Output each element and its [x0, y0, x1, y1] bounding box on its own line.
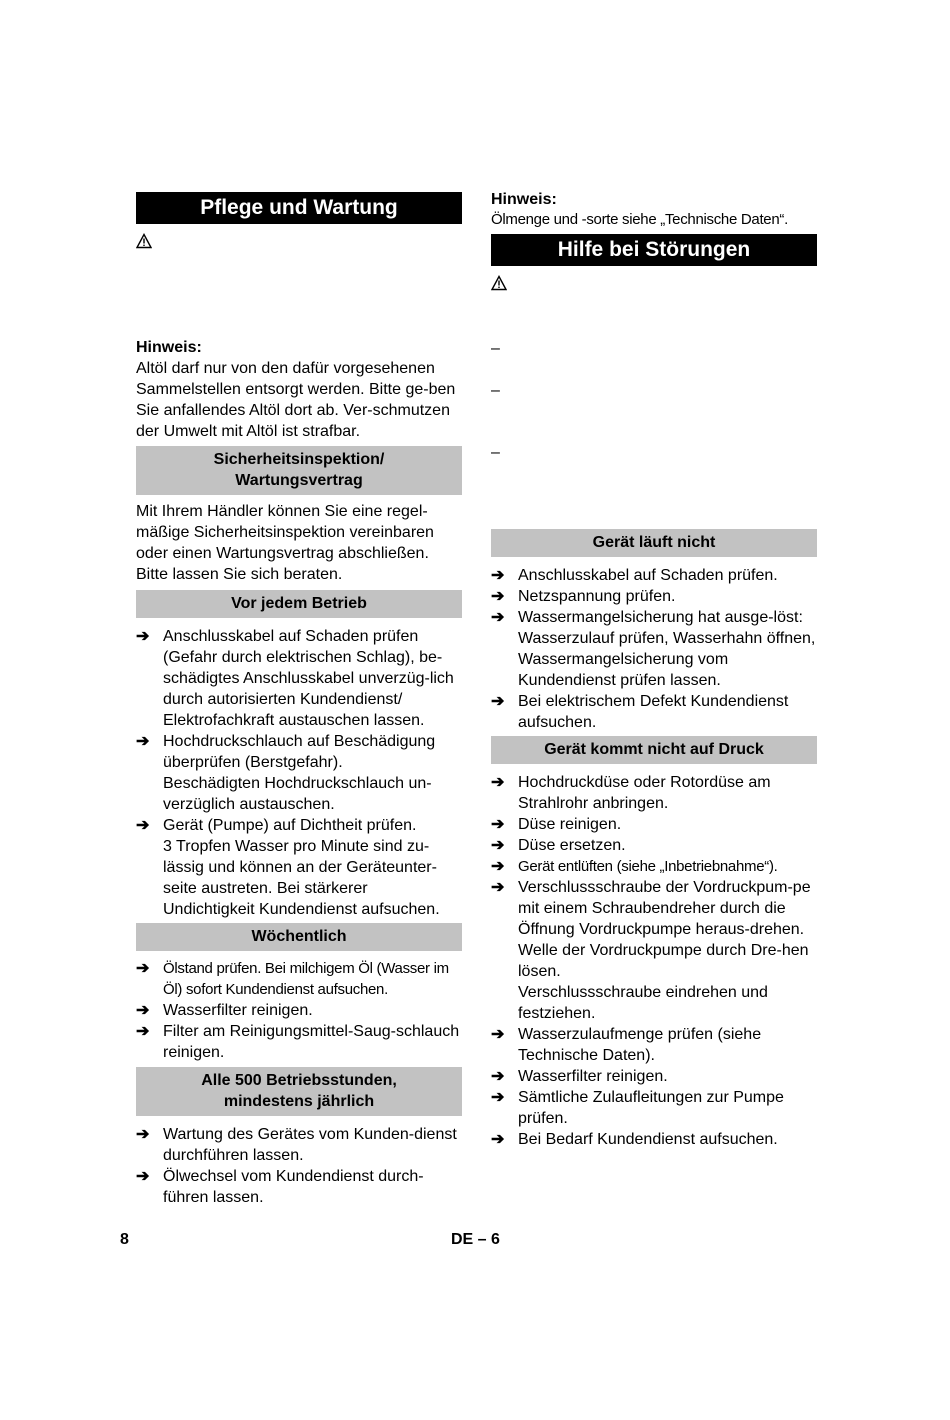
list-item: ➔ Düse reinigen.: [491, 816, 622, 833]
sicherheitsinspektion-text: Mit Ihrem Händler können Sie eine regel-mäßige Sicherheitsinspektion vereinbaren oder einen Wartungsvertrag abschließen. Bitte lassen Sie sich beraten.: [136, 503, 434, 583]
list-item: ➔ Filter am Reinigungsmittel-Saug-schlauch reinigen.: [136, 1023, 460, 1061]
arrow-right-icon: ➔: [136, 1168, 150, 1185]
list-item: ➔ Hochdruckschlauch auf Beschädigung überprüfen (Berstgefahr). Beschädigten Hochdruckschlauch un-verzüglich austauschen.: [136, 733, 436, 813]
section-header-sicherheitsinspektion: Sicherheitsinspektion/ Wartungsvertrag: [136, 446, 462, 495]
page-code: DE – 6: [451, 1231, 500, 1248]
list-item: ➔ Düse ersetzen.: [491, 837, 626, 854]
list-item: ➔ Wasserfilter reinigen.: [136, 1002, 313, 1019]
arrow-right-icon: ➔: [491, 693, 505, 710]
section-header-geraet-laeuft-nicht: Gerät läuft nicht: [491, 529, 817, 557]
warning-icon: [136, 233, 152, 249]
arrow-right-icon: ➔: [136, 960, 150, 977]
arrow-right-icon: ➔: [491, 1131, 505, 1148]
hinweis-label: Hinweis:: [136, 339, 202, 356]
arrow-right-icon: ➔: [491, 879, 505, 896]
section-header-vor-jedem-betrieb: Vor jedem Betrieb: [136, 590, 462, 618]
arrow-right-icon: ➔: [491, 1089, 505, 1106]
dash-bullet: –: [491, 444, 500, 461]
geraet-laeuft-nicht-list: [491, 565, 817, 733]
list-item: ➔ Ölstand prüfen. Bei milchigem Öl (Wasser im Öl) sofort Kundendienst aufsuchen.: [136, 960, 449, 998]
section-title-hilfe-bei-stoerungen: Hilfe bei Störungen: [491, 234, 817, 266]
list-item: ➔ Gerät entlüften (siehe „Inbetriebnahme“).: [491, 858, 778, 875]
arrow-right-icon: ➔: [136, 628, 150, 645]
hinweis-label: Hinweis:: [491, 191, 557, 208]
list-item: ➔ Wasserzulaufmenge prüfen (siehe Technische Daten).: [491, 1026, 762, 1064]
dash-bullet: –: [491, 382, 500, 399]
list-item: ➔ Bei Bedarf Kundendienst aufsuchen.: [491, 1131, 778, 1148]
vor-jedem-betrieb-list: [136, 626, 462, 920]
section-header-woechentlich: Wöchentlich: [136, 923, 462, 951]
list-item: ➔ Anschlusskabel auf Schaden prüfen.: [491, 567, 778, 584]
woechentlich-list: [136, 958, 462, 1063]
section-header-alle-500-betriebsstunden: Alle 500 Betriebsstunden, mindestens jährlich: [136, 1067, 462, 1116]
arrow-right-icon: ➔: [136, 1023, 150, 1040]
arrow-right-icon: ➔: [136, 817, 150, 834]
arrow-right-icon: ➔: [491, 858, 505, 875]
arrow-right-icon: ➔: [136, 1126, 150, 1143]
warning-icon: [491, 275, 507, 291]
arrow-right-icon: ➔: [491, 816, 505, 833]
hinweis-text: Ölmenge und -sorte siehe „Technische Daten“.: [491, 211, 788, 228]
arrow-right-icon: ➔: [491, 1026, 505, 1043]
dash-bullet: –: [491, 340, 500, 357]
list-item: ➔ Wartung des Gerätes vom Kunden-dienst durchführen lassen.: [136, 1126, 457, 1164]
list-item: ➔ Bei elektrischem Defekt Kundendienst aufsuchen.: [491, 693, 789, 731]
arrow-right-icon: ➔: [136, 1002, 150, 1019]
arrow-right-icon: ➔: [491, 588, 505, 605]
list-item: ➔ Ölwechsel vom Kundendienst durch-führen lassen.: [136, 1168, 424, 1206]
hinweis-text: Altöl darf nur von den dafür vorgesehenen Sammelstellen entsorgt werden. Bitte ge-ben Sie anfallendes Altöl dort ab. Ver-schmutzen der Umwelt mit Altöl ist strafbar.: [136, 360, 456, 440]
section-title-pflege-und-wartung: Pflege und Wartung: [136, 192, 462, 224]
list-item: ➔ Sämtliche Zulaufleitungen zur Pumpe prüfen.: [491, 1089, 784, 1127]
arrow-right-icon: ➔: [491, 1068, 505, 1085]
list-item: ➔ Wassermangelsicherung hat ausge-löst: Wasserzulauf prüfen, Wasserhahn öffnen, Wassermangelsicherung vom Kundendienst prüfen lassen.: [491, 609, 816, 689]
arrow-right-icon: ➔: [491, 567, 505, 584]
arrow-right-icon: ➔: [136, 733, 150, 750]
list-item: ➔ Anschlusskabel auf Schaden prüfen (Gefahr durch elektrischen Schlag), be-schädigtes Anschlusskabel unverzüg-lich durch autorisierten Kundendienst/ Elektrofachkraft austauschen lassen.: [136, 628, 454, 729]
alle-500-betriebsstunden-list: [136, 1124, 462, 1208]
arrow-right-icon: ➔: [491, 837, 505, 854]
page-number: 8: [120, 1231, 129, 1248]
list-item: ➔ Hochdruckdüse oder Rotordüse am Strahlrohr anbringen.: [491, 774, 771, 812]
arrow-right-icon: ➔: [491, 774, 505, 791]
arrow-right-icon: ➔: [491, 609, 505, 626]
list-item: ➔ Netzspannung prüfen.: [491, 588, 676, 605]
list-item: ➔ Gerät (Pumpe) auf Dichtheit prüfen. 3 Tropfen Wasser pro Minute sind zu-lässig und können an der Geräteunter-seite austreten. Bei stärkerer Undichtigkeit Kundendienst aufsuchen.: [136, 817, 440, 918]
list-item: ➔ Wasserfilter reinigen.: [491, 1068, 668, 1085]
geraet-kommt-nicht-auf-druck-list: [491, 772, 817, 1150]
section-header-geraet-kommt-nicht-auf-druck: Gerät kommt nicht auf Druck: [491, 736, 817, 764]
list-item: ➔ Verschlussschraube der Vordruckpum-pe mit einem Schraubendreher durch die Öffnung Vordruckpumpe heraus-drehen. Welle der Vordruckpumpe durch Dre-hen lösen. Verschlussschraube eindrehen und festziehen.: [491, 879, 811, 1022]
